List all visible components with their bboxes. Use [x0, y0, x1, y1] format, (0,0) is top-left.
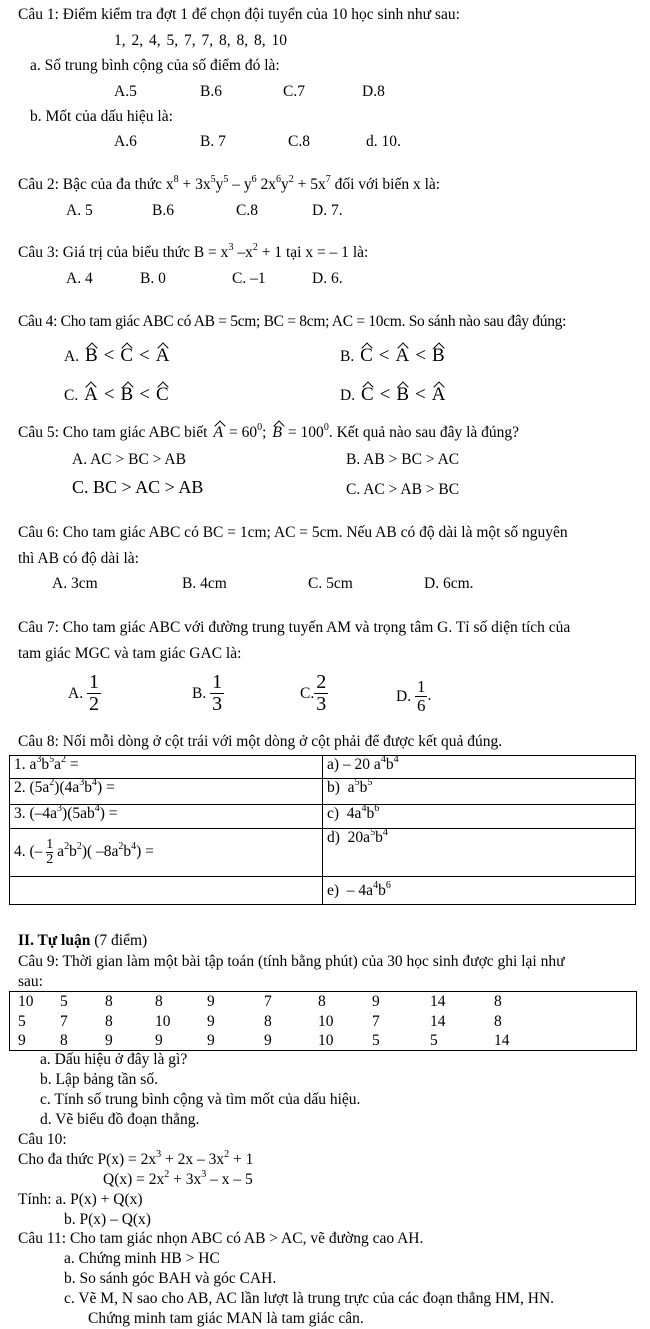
q10-p-polynomial: $P(x) = 2x^3 + 2x - 3x^2 + 1$ — [97, 1149, 254, 1168]
q5-opt-a[interactable]: A. AC > BC > AB — [72, 451, 186, 468]
q9-cell: 10 — [155, 1013, 171, 1030]
q9-cell: 7 — [372, 1013, 380, 1030]
q2-opt-d[interactable]: D. 7. — [312, 202, 343, 219]
q10-p: Cho đa thức $P(x) = 2x^3 + 2x - 3x^2 + 1$ — [18, 1149, 254, 1168]
q9-cell: 8 — [105, 993, 113, 1010]
q9-cell: 7 — [60, 1013, 68, 1030]
q7-line1: Câu 7: Cho tam giác ABC với đường trung tuyến AM và trọng tâm G. Tỉ số diện tích của — [18, 619, 571, 636]
q9-cell: 9 — [207, 993, 215, 1010]
q8-left-1: 1. $a^3b^5a^2$ = — [10, 756, 323, 779]
q8-matching-table — [9, 755, 636, 905]
q1a-opt-a[interactable]: A.5 — [114, 83, 137, 100]
q4-opt-c[interactable]: C. A < B < C — [64, 384, 169, 405]
q7-opt-a[interactable]: A. $\frac{1}{2}$ — [68, 671, 99, 715]
q11-c2: Chứng minh tam giác MAN là tam giác cân. — [88, 1310, 364, 1327]
q9-cell: 14 — [494, 1032, 510, 1049]
q3-stem: Câu 3: Giá trị của biểu thức $B = x^3$ $-x^2 + 1$ tại x = – 1 là: — [18, 242, 369, 261]
q1a-opt-b[interactable]: B.6 — [200, 83, 222, 100]
q9-cell: 14 — [430, 993, 446, 1010]
q9-cell: 9 — [155, 1032, 163, 1049]
q10-q-polynomial: $Q(x) = 2x^2 + 3x^3 - x - 5$ — [103, 1169, 253, 1188]
q8-left-empty — [10, 877, 323, 905]
q1b-stem: b. Mốt của dấu hiệu là: — [30, 108, 173, 125]
q1b-opt-c[interactable]: C.8 — [288, 133, 310, 150]
q5-opt-c1[interactable]: C. BC > AC > AB — [72, 477, 204, 497]
q9-cell: 5 — [372, 1032, 380, 1049]
q9-cell: 14 — [430, 1013, 446, 1030]
q9-cell: 5 — [60, 993, 68, 1010]
q9-cell: 10 — [318, 1013, 334, 1030]
q9-line2: sau: — [18, 973, 43, 990]
q6-opt-c[interactable]: C. 5cm — [308, 575, 353, 592]
q11-a: a. Chứng minh HB > HC — [64, 1250, 220, 1267]
q4-opt-d[interactable]: D. C < B < A — [340, 384, 446, 405]
q3-expression: $B = x^3$ $-x^2 + 1$ — [193, 242, 283, 261]
q8-right-c: c) $4a^4b^6$ — [323, 805, 636, 829]
q9-cell: 9 — [105, 1032, 113, 1049]
q9-cell: 8 — [318, 993, 326, 1010]
q2-polynomial: $x^8 + 3x^5y^5 - y^6$ $2x^6y^2 + 5x^7$ — [165, 174, 331, 193]
q8-left-3: 3. $(-4a^3)(5ab^4)$ = — [10, 805, 323, 829]
q1a-opt-d[interactable]: D.8 — [362, 83, 385, 100]
q1b-opt-b[interactable]: B. 7 — [200, 133, 226, 150]
q9-cell: 8 — [494, 1013, 502, 1030]
q10-title: Câu 10: — [18, 1131, 67, 1148]
q8-stem: Câu 8: Nối mỗi dòng ở cột trái với một dòng ở cột phải để được kết quả đúng. — [18, 733, 503, 750]
q9-cell: 9 — [264, 1032, 272, 1049]
q9-line1: Câu 9: Thời gian làm một bài tập toán (tính bằng phút) của 30 học sinh được ghi lại như — [18, 953, 565, 970]
q9-cell: 8 — [494, 993, 502, 1010]
q9-cell: 5 — [430, 1032, 438, 1049]
q9-item-b: b. Lập bảng tần số. — [40, 1071, 158, 1088]
q9-cell: 5 — [18, 1013, 26, 1030]
q1a-stem: a. Số trung bình cộng của số điểm đó là: — [30, 57, 280, 74]
q8-left-4: 4. (– $\frac{1}{2}$ $a^2b^2$)( $-8a^2b^4$) = — [10, 829, 323, 877]
q6-line1: Câu 6: Cho tam giác ABC có BC = 1cm; AC = 5cm. Nếu AB có độ dài là một số nguyên — [18, 524, 568, 541]
q3-opt-b[interactable]: B. 0 — [140, 270, 166, 287]
q9-cell: 8 — [60, 1032, 68, 1049]
q4-stem: Câu 4: Cho tam giác ABC có AB = 5cm; BC = 8cm; AC = 10cm. So sánh nào sau đây đúng: — [18, 313, 567, 330]
q7-opt-d[interactable]: D. $\frac{1}{6}$ . — [396, 677, 432, 715]
q4-opt-b[interactable]: B. C < A < B — [340, 345, 445, 366]
q1-data: 1, 2, 4, 5, 7, 7, 8, 8, 8, 10 — [114, 32, 287, 49]
part2-heading: II. Tự luận (7 điểm) — [18, 932, 148, 949]
q6-line2: thì AB có độ dài là: — [18, 550, 139, 567]
q9-cell: 8 — [105, 1013, 113, 1030]
q7-opt-c[interactable]: C. $\frac{2}{3}$ — [300, 671, 327, 715]
q9-cell: 8 — [155, 993, 163, 1010]
q9-item-a: a. Dấu hiệu ở đây là gì? — [40, 1051, 188, 1068]
q5-opt-b[interactable]: B. AB > BC > AC — [346, 451, 460, 468]
q9-cell: 9 — [18, 1032, 26, 1049]
q8-right-b: b) $a^5b^5$ — [323, 779, 636, 805]
q3-opt-c[interactable]: C. –1 — [232, 270, 266, 287]
q9-cell: 9 — [207, 1013, 215, 1030]
q9-item-d: d. Vẽ biểu đồ đoạn thẳng. — [40, 1111, 200, 1128]
q9-cell: 9 — [372, 993, 380, 1010]
q2-opt-a[interactable]: A. 5 — [66, 202, 93, 219]
q6-opt-d[interactable]: D. 6cm. — [424, 575, 474, 592]
q8-right-a: a) – 20 $a^4b^4$ — [323, 756, 636, 779]
q8-right-e: $e) - 4a^4b^6$ — [323, 877, 636, 905]
q8-right-d: d) $20a^5b^4$ — [323, 829, 636, 877]
q2-stem: Câu 2: Bậc của đa thức $x^8 + 3x^5y^5 - y^6$ $2x^6y^2 + 5x^7$ đối với biến x là: — [18, 174, 441, 193]
q9-cell: 9 — [207, 1032, 215, 1049]
q4-opt-a[interactable]: A. B < C < A — [64, 345, 170, 366]
q6-opt-b[interactable]: B. 4cm — [182, 575, 227, 592]
q9-cell: 7 — [264, 993, 272, 1010]
q5-stem: Câu 5: Cho tam giác ABC biết $A = 60^0$; $B = 100^0$. Kết quả nào sau đây là đúng? — [18, 422, 520, 441]
q1-stem: Câu 1: Điểm kiểm tra đợt 1 để chọn đội tuyển của 10 học sinh như sau: — [18, 6, 460, 23]
q1a-opt-c[interactable]: C.7 — [283, 83, 305, 100]
q2-opt-c[interactable]: C.8 — [236, 202, 258, 219]
q1b-opt-d[interactable]: d. 10. — [366, 133, 401, 150]
q7-line2: tam giác MGC và tam giác GAC là: — [18, 645, 242, 662]
q10-b: b. P(x) – Q(x) — [64, 1211, 151, 1228]
q8-left-2: 2. $(5a^2)(4a^3b^4)$ = — [10, 779, 323, 805]
q7-opt-b[interactable]: B. $\frac{1}{3}$ — [192, 671, 223, 715]
q11-stem: Câu 11: Cho tam giác nhọn ABC có AB > AC, vẽ đường cao AH. — [18, 1230, 424, 1247]
q3-opt-d[interactable]: D. 6. — [312, 270, 343, 287]
q10-tinh-a: Tính: a. P(x) + Q(x) — [18, 1191, 143, 1208]
q11-b: b. So sánh góc BAH và góc CAH. — [64, 1270, 277, 1287]
q2-opt-b[interactable]: B.6 — [152, 202, 174, 219]
q6-opt-a[interactable]: A. 3cm — [52, 575, 98, 592]
q9-cell: 8 — [264, 1013, 272, 1030]
q9-item-c: c. Tính số trung bình cộng và tìm mốt của dấu hiệu. — [40, 1091, 361, 1108]
q11-c1: c. Vẽ M, N sao cho AB, AC lần lượt là trung trực của các đoạn thẳng HM, HN. — [64, 1290, 555, 1307]
q5-angles: $A = 60^0$; $B = 100^0$ — [213, 422, 329, 441]
q1b-opt-a[interactable]: A.6 — [114, 133, 137, 150]
q3-opt-a[interactable]: A. 4 — [66, 270, 93, 287]
q9-cell: 10 — [18, 993, 34, 1010]
q5-opt-c2[interactable]: C. AC > AB > BC — [346, 481, 460, 498]
q9-cell: 10 — [318, 1032, 334, 1049]
